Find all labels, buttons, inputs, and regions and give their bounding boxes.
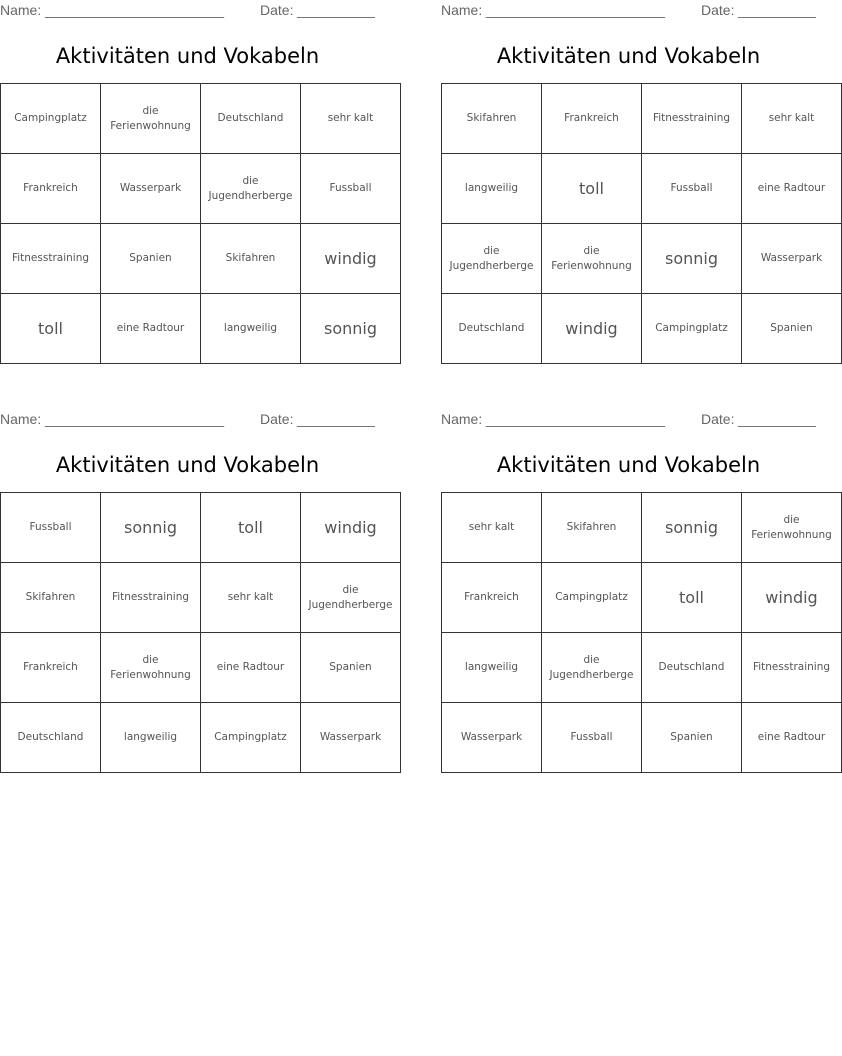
grid-cell: die Jugendherberge xyxy=(442,224,542,294)
card-header xyxy=(0,411,375,429)
grid-cell: die Jugendherberge xyxy=(201,154,301,224)
bingo-grid xyxy=(0,83,401,364)
card-header xyxy=(441,411,816,429)
grid-cell: die Ferienwohnung xyxy=(101,633,201,703)
grid-cell: Frankreich xyxy=(442,563,542,633)
grid-cell: Deutschland xyxy=(442,294,542,364)
grid-row xyxy=(1,84,401,154)
date-label: Date: xyxy=(260,2,294,18)
date-label: Date: xyxy=(260,411,294,427)
grid-cell: Skifahren xyxy=(1,563,101,633)
grid-cell: Fitnesstraining xyxy=(742,633,842,703)
bingo-grid xyxy=(0,492,401,773)
grid-row xyxy=(442,154,842,224)
grid-cell: toll xyxy=(1,294,101,364)
grid-row xyxy=(1,633,401,703)
grid-cell: Fitnesstraining xyxy=(1,224,101,294)
grid-row xyxy=(442,224,842,294)
grid-cell: Frankreich xyxy=(1,633,101,703)
grid-cell: sonnig xyxy=(642,493,742,563)
date-field-line: __________ xyxy=(738,411,816,427)
grid-cell: eine Radtour xyxy=(742,154,842,224)
grid-cell: windig xyxy=(301,224,401,294)
grid-row xyxy=(1,703,401,773)
grid-cell: sonnig xyxy=(301,294,401,364)
grid-row xyxy=(442,563,842,633)
name-field-line: _______________________ xyxy=(45,2,225,18)
name-label: Name: xyxy=(0,2,42,18)
grid-cell: Deutschland xyxy=(642,633,742,703)
date-field-line: __________ xyxy=(738,2,816,18)
card-header xyxy=(0,2,375,20)
grid-row xyxy=(442,703,842,773)
card-title: Aktivitäten und Vokabeln xyxy=(496,453,761,477)
grid-cell: toll xyxy=(542,154,642,224)
bingo-card xyxy=(441,409,832,789)
bingo-card xyxy=(441,0,826,380)
grid-cell: langweilig xyxy=(442,154,542,224)
grid-cell: Fitnesstraining xyxy=(642,84,742,154)
name-label: Name: xyxy=(441,411,483,427)
grid-cell: eine Radtour xyxy=(101,294,201,364)
bingo-card xyxy=(0,0,375,380)
grid-cell: Fussball xyxy=(542,703,642,773)
bingo-card xyxy=(0,409,393,789)
date-label: Date: xyxy=(701,2,735,18)
grid-cell: windig xyxy=(301,493,401,563)
date-field-line: __________ xyxy=(297,2,375,18)
grid-cell: Skifahren xyxy=(201,224,301,294)
grid-cell: Wasserpark xyxy=(742,224,842,294)
grid-cell: sonnig xyxy=(101,493,201,563)
grid-cell: Campingplatz xyxy=(1,84,101,154)
grid-cell: Spanien xyxy=(101,224,201,294)
grid-cell: Skifahren xyxy=(542,493,642,563)
grid-cell: toll xyxy=(201,493,301,563)
grid-cell: Spanien xyxy=(301,633,401,703)
grid-cell: die Ferienwohnung xyxy=(101,84,201,154)
grid-cell: Fussball xyxy=(1,493,101,563)
grid-cell: langweilig xyxy=(101,703,201,773)
grid-row xyxy=(442,633,842,703)
grid-cell: Skifahren xyxy=(442,84,542,154)
card-header xyxy=(441,2,816,20)
grid-cell: eine Radtour xyxy=(742,703,842,773)
bingo-grid xyxy=(441,83,842,364)
card-title: Aktivitäten und Vokabeln xyxy=(55,453,320,477)
card-title: Aktivitäten und Vokabeln xyxy=(55,44,320,68)
grid-cell: sonnig xyxy=(642,224,742,294)
grid-cell: Fussball xyxy=(301,154,401,224)
grid-cell: Wasserpark xyxy=(101,154,201,224)
grid-cell: sehr kalt xyxy=(442,493,542,563)
name-field-line: _______________________ xyxy=(486,411,666,427)
grid-cell: Wasserpark xyxy=(442,703,542,773)
name-field-line: _______________________ xyxy=(486,2,666,18)
grid-cell: Fussball xyxy=(642,154,742,224)
grid-row xyxy=(442,84,842,154)
grid-cell: windig xyxy=(542,294,642,364)
grid-cell: langweilig xyxy=(442,633,542,703)
name-field-line: _______________________ xyxy=(45,411,225,427)
grid-row xyxy=(442,294,842,364)
grid-cell: toll xyxy=(642,563,742,633)
grid-row xyxy=(1,294,401,364)
date-field-line: __________ xyxy=(297,411,375,427)
grid-row xyxy=(1,224,401,294)
grid-cell: windig xyxy=(742,563,842,633)
grid-cell: die Ferienwohnung xyxy=(542,224,642,294)
bingo-grid xyxy=(441,492,842,773)
grid-cell: Frankreich xyxy=(1,154,101,224)
card-title: Aktivitäten und Vokabeln xyxy=(496,44,761,68)
grid-cell: eine Radtour xyxy=(201,633,301,703)
grid-cell: die Jugendherberge xyxy=(542,633,642,703)
grid-cell: Deutschland xyxy=(201,84,301,154)
grid-row xyxy=(1,154,401,224)
grid-cell: Deutschland xyxy=(1,703,101,773)
name-label: Name: xyxy=(441,2,483,18)
name-label: Name: xyxy=(0,411,42,427)
grid-row xyxy=(1,563,401,633)
grid-cell: Campingplatz xyxy=(542,563,642,633)
grid-cell: Spanien xyxy=(742,294,842,364)
grid-cell: sehr kalt xyxy=(742,84,842,154)
grid-cell: Frankreich xyxy=(542,84,642,154)
grid-cell: Wasserpark xyxy=(301,703,401,773)
grid-cell: die Jugendherberge xyxy=(301,563,401,633)
grid-cell: Campingplatz xyxy=(642,294,742,364)
grid-cell: sehr kalt xyxy=(301,84,401,154)
grid-cell: die Ferienwohnung xyxy=(742,493,842,563)
grid-cell: Spanien xyxy=(642,703,742,773)
grid-cell: Fitnesstraining xyxy=(101,563,201,633)
grid-row xyxy=(442,493,842,563)
grid-cell: Campingplatz xyxy=(201,703,301,773)
grid-row xyxy=(1,493,401,563)
grid-cell: sehr kalt xyxy=(201,563,301,633)
grid-cell: langweilig xyxy=(201,294,301,364)
date-label: Date: xyxy=(701,411,735,427)
